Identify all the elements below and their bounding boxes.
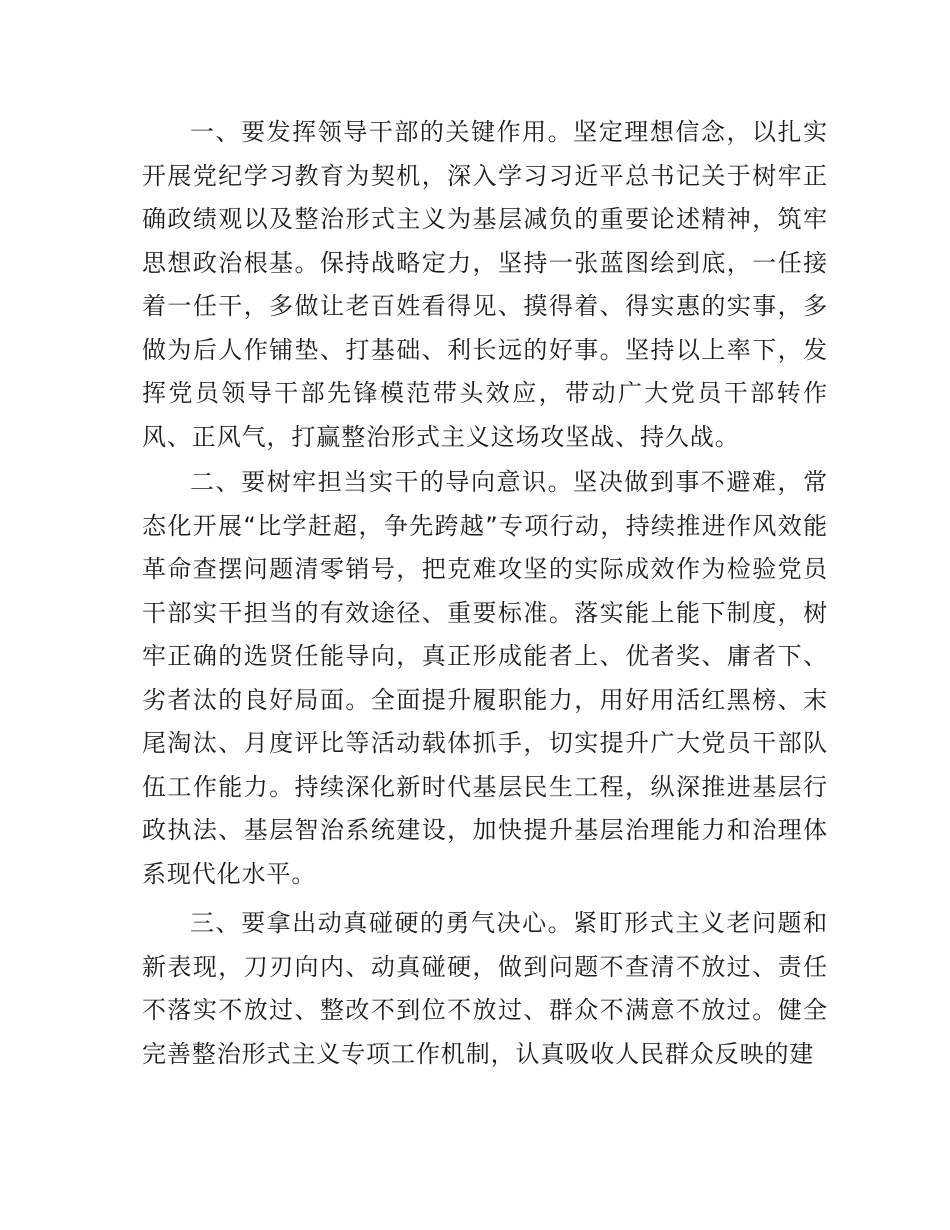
paragraph-2: 二、要树牢担当实干的导向意识。坚决做到事不避难，常态化开展“比学赶超，争先跨越”专项行动，持续推进作风效能革命查摆问题清零销号，把克难攻坚的实际成效作为检验党员干部实干担当的有效途径、重要标准。落实能上能下制度，树牢正确的选贤任能导向，真正形成能者上、优者奖、庸者下、劣者汰的良好局面。全面提升履职能力，用好用活红黑榜、末尾淘汰、月度评比等活动载体抓手，切实提升广大党员干部队伍工作能力。持续深化新时代基层民生工程，纵深推进基层行政执法、基层智治系统建设，加快提升基层治理能力和治理体系现代化水平。 <box>142 468 828 888</box>
document-body <box>142 111 828 1076</box>
paragraph-1: 一、要发挥领导干部的关键作用。坚定理想信念，以扎实开展党纪学习教育为契机，深入学习习近平总书记关于树牢正确政绩观以及整治形式主义为基层减负的重要论述精神，筑牢思想政治根基。保持战略定力，坚持一张蓝图绘到底，一任接着一任干，多做让老百姓看得见、摸得着、得实惠的实事，多做为后人作铺垫、打基础、利长远的好事。坚持以上率下，发挥党员领导干部先锋模范带头效应，带动广大党员干部转作风、正风气，打赢整治形式主义这场攻坚战、持久战。 <box>142 118 828 451</box>
paragraph-3: 三、要拿出动真碰硬的勇气决心。紧盯形式主义老问题和新表现，刀刃向内、动真碰硬，做到问题不查清不放过、责任不落实不放过、整改不到位不放过、群众不满意不放过。健全完善整治形式主义专项工作机制，认真吸收人民群众反映的建 <box>142 909 828 1068</box>
